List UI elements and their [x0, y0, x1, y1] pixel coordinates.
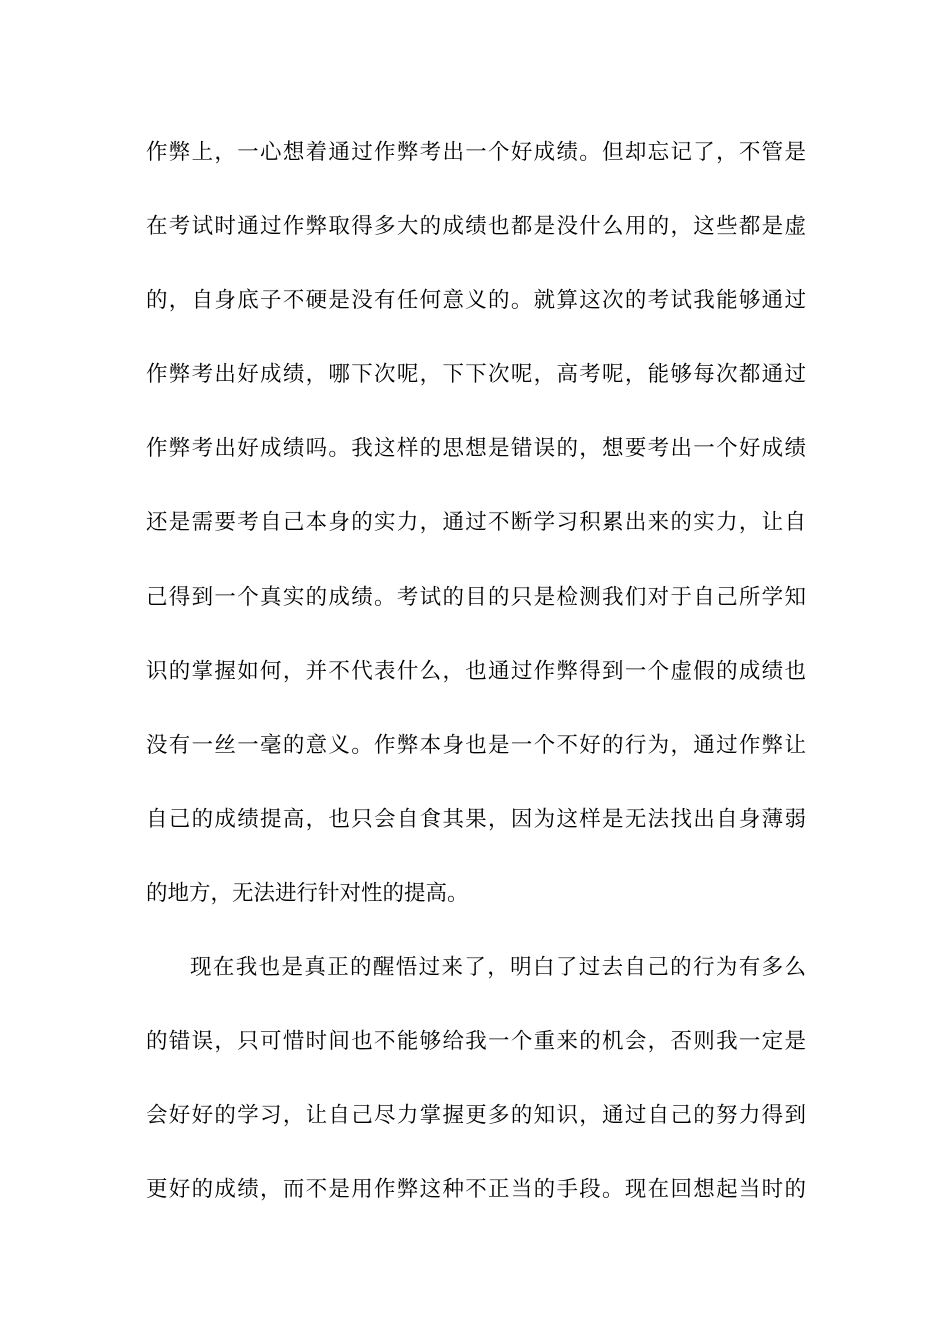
text-line: 作弊上，一心想着通过作弊考出一个好成绩。但却忘记了，不管是 [146, 140, 806, 165]
text-line: 的，自身底子不硬是没有任何意义的。就算这次的考试我能够通过 [146, 288, 806, 313]
text-line: 会好好的学习，让自己尽力掌握更多的知识，通过自己的努力得到 [146, 1103, 806, 1128]
text-line: 作弊考出好成绩吗。我这样的思想是错误的，想要考出一个好成绩 [146, 436, 806, 461]
text-line: 己得到一个真实的成绩。考试的目的只是检测我们对于自己所学知 [146, 585, 806, 610]
text-line: 作弊考出好成绩，哪下次呢，下下次呢，高考呢，能够每次都通过 [146, 362, 806, 387]
text-line: 还是需要考自己本身的实力，通过不断学习积累出来的实力，让自 [146, 510, 806, 535]
text-line: 的错误，只可惜时间也不能够给我一个重来的机会，否则我一定是 [146, 1029, 806, 1054]
text-line: 自己的成绩提高，也只会自食其果，因为这样是无法找出自身薄弱 [146, 807, 806, 832]
text-line: 更好的成绩，而不是用作弊这种不正当的手段。现在回想起当时的 [146, 1177, 806, 1202]
text-line: 在考试时通过作弊取得多大的成绩也都是没什么用的，这些都是虚 [146, 214, 806, 239]
paragraph-first-line: 现在我也是真正的醒悟过来了，明白了过去自己的行为有多么 [190, 955, 806, 980]
text-line: 的地方，无法进行针对性的提高。 [146, 881, 469, 906]
text-line: 没有一丝一毫的意义。作弊本身也是一个不好的行为，通过作弊让 [146, 733, 806, 758]
text-line: 识的掌握如何，并不代表什么，也通过作弊得到一个虚假的成绩也 [146, 659, 806, 684]
